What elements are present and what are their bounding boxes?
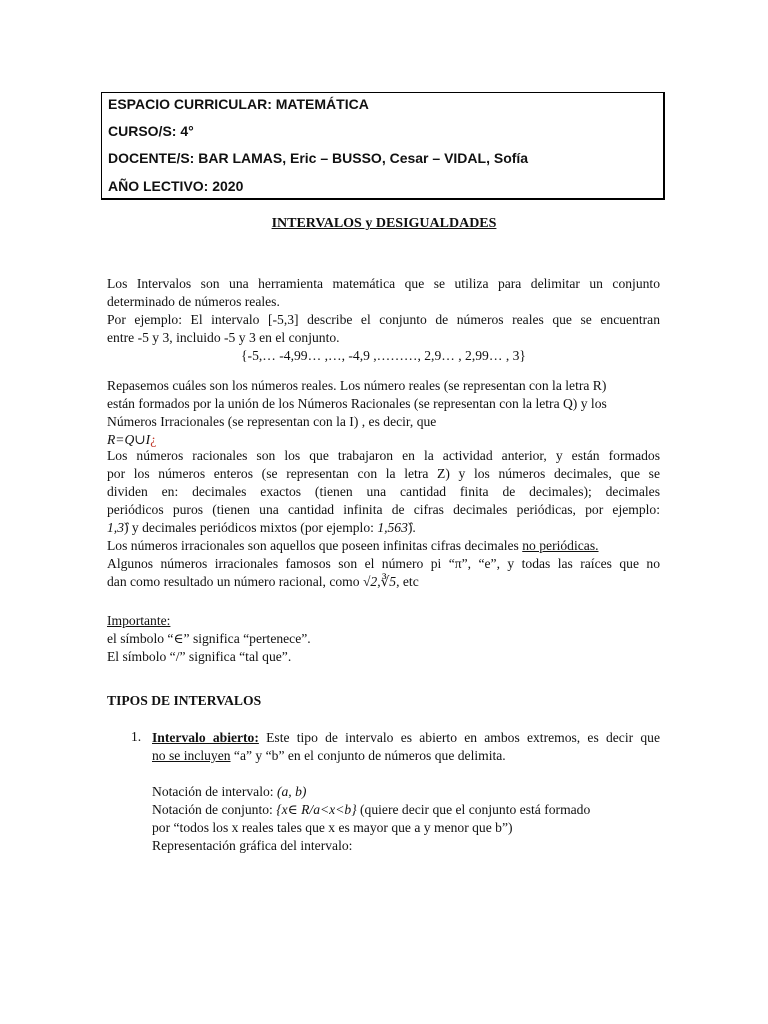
header-box bbox=[101, 92, 665, 200]
page-title: INTERVALOS y DESIGUALDADES bbox=[271, 216, 497, 231]
item-heading: Intervalo abierto: bbox=[152, 730, 259, 745]
important-line: El símbolo “/” significa “tal que”. bbox=[107, 649, 292, 664]
item-text: Este tipo de intervalo es abierto en ambos extremos, es decir que bbox=[258, 730, 660, 745]
important-heading: Importante: bbox=[107, 613, 171, 628]
comma: , bbox=[377, 574, 381, 589]
formula-tail: ¿ bbox=[150, 432, 157, 447]
section-title: TIPOS DE INTERVALOS bbox=[107, 693, 262, 708]
reals-line: Repasemos cuáles son los números reales. Los número reales (se representan con la letra R) bbox=[107, 378, 607, 393]
intro-paragraph bbox=[107, 275, 660, 365]
irrationals-line bbox=[107, 537, 660, 555]
item-line bbox=[152, 729, 660, 747]
set-label: Notación de conjunto: bbox=[152, 802, 277, 817]
list-item-open-interval bbox=[152, 729, 660, 765]
periodic-pure-example: 1,3̂ bbox=[107, 520, 124, 535]
non-periodic-text: no periódicas. bbox=[522, 538, 599, 553]
irrationals-line: Algunos números irracionales famosos son el número pi “π”, “e”, y todas las raíces que no bbox=[107, 556, 660, 571]
rationals-line: por los números enteros (se representan con la letra Z) y los números decimales, que se bbox=[107, 466, 660, 481]
set-notation bbox=[152, 801, 660, 819]
irrationals-line bbox=[107, 573, 660, 591]
reals-paragraph bbox=[107, 377, 660, 449]
rationals-paragraph bbox=[107, 447, 660, 537]
sqrt-2: √2 bbox=[362, 574, 378, 589]
rationals-line: Los números racionales son los que trabajaron en la actividad anterior, y están formados bbox=[107, 448, 660, 463]
irrationals-paragraph bbox=[107, 537, 660, 591]
rationals-line: periódicos puros (tienen una cantidad infinita de cifras decimales periódicas, por ejemplo: bbox=[107, 502, 660, 517]
rationals-line: dividen en: decimales exactos (tienen una cantidad finita de decimales); decimales bbox=[107, 484, 660, 499]
header-year: AÑO LECTIVO: 2020 bbox=[108, 178, 244, 194]
important-line: el símbolo “∈” significa “pertenece”. bbox=[107, 631, 311, 646]
set-value: {x∈ R/a<x<b} bbox=[276, 802, 357, 817]
interval-value: (a, b) bbox=[276, 784, 307, 799]
interval-notation bbox=[152, 783, 660, 801]
not-included-text: no se incluyen bbox=[152, 748, 231, 763]
set-description: (quiere decir que el conjunto está formado bbox=[356, 802, 591, 817]
intro-line: Los Intervalos son una herramienta matemática que se utiliza para delimitar un conjunto bbox=[107, 276, 660, 291]
item-line bbox=[152, 747, 660, 765]
formula-text: R=Q∪I bbox=[107, 432, 151, 447]
set-description-line: por “todos los x reales tales que x es mayor que a y menor que b”) bbox=[152, 820, 513, 835]
cbrt-5: ∛5 bbox=[380, 574, 397, 589]
periodic-mixed-example: 1,563̂ bbox=[377, 520, 408, 535]
list-number: 1. bbox=[131, 729, 142, 744]
header-teachers: DOCENTE/S: BAR LAMAS, Eric – BUSSO, Cesar – VIDAL, Sofía bbox=[108, 150, 529, 166]
example-set: {-5,… -4,99… ,…, -4,9 ,………, 2,9… , 2,99… , 3} bbox=[241, 348, 526, 363]
intro-line: determinado de números reales. bbox=[107, 294, 280, 309]
irrationals-text: , etc bbox=[396, 574, 419, 589]
rationals-line bbox=[107, 519, 660, 537]
irrationals-text: dan como resultado un número racional, como bbox=[107, 574, 363, 589]
reals-line: Números Irracionales (se representan con la I) , es decir, que bbox=[107, 414, 437, 429]
notation-block bbox=[152, 783, 660, 855]
irrationals-text: Los números irracionales son aquellos que poseen infinitas cifras decimales bbox=[107, 538, 523, 553]
item-text: “a” y “b” en el conjunto de números que delimita. bbox=[230, 748, 506, 763]
rationals-text: ). bbox=[407, 520, 416, 535]
intro-line: entre -5 y 3, incluido -5 y 3 en el conjunto. bbox=[107, 330, 340, 345]
reals-line: están formados por la unión de los Números Racionales (se representan con la letra Q) y los bbox=[107, 396, 607, 411]
rationals-text: ) y decimales periódicos mixtos (por ejemplo: bbox=[124, 520, 378, 535]
header-course: CURSO/S: 4° bbox=[108, 123, 194, 139]
graph-label: Representación gráfica del intervalo: bbox=[152, 838, 353, 853]
header-subject: ESPACIO CURRICULAR: MATEMÁTICA bbox=[108, 96, 369, 112]
interval-label: Notación de intervalo: bbox=[152, 784, 277, 799]
intro-line: Por ejemplo: El intervalo [-5,3] describe el conjunto de números reales que se encuentran bbox=[107, 312, 660, 327]
important-note bbox=[107, 612, 660, 666]
